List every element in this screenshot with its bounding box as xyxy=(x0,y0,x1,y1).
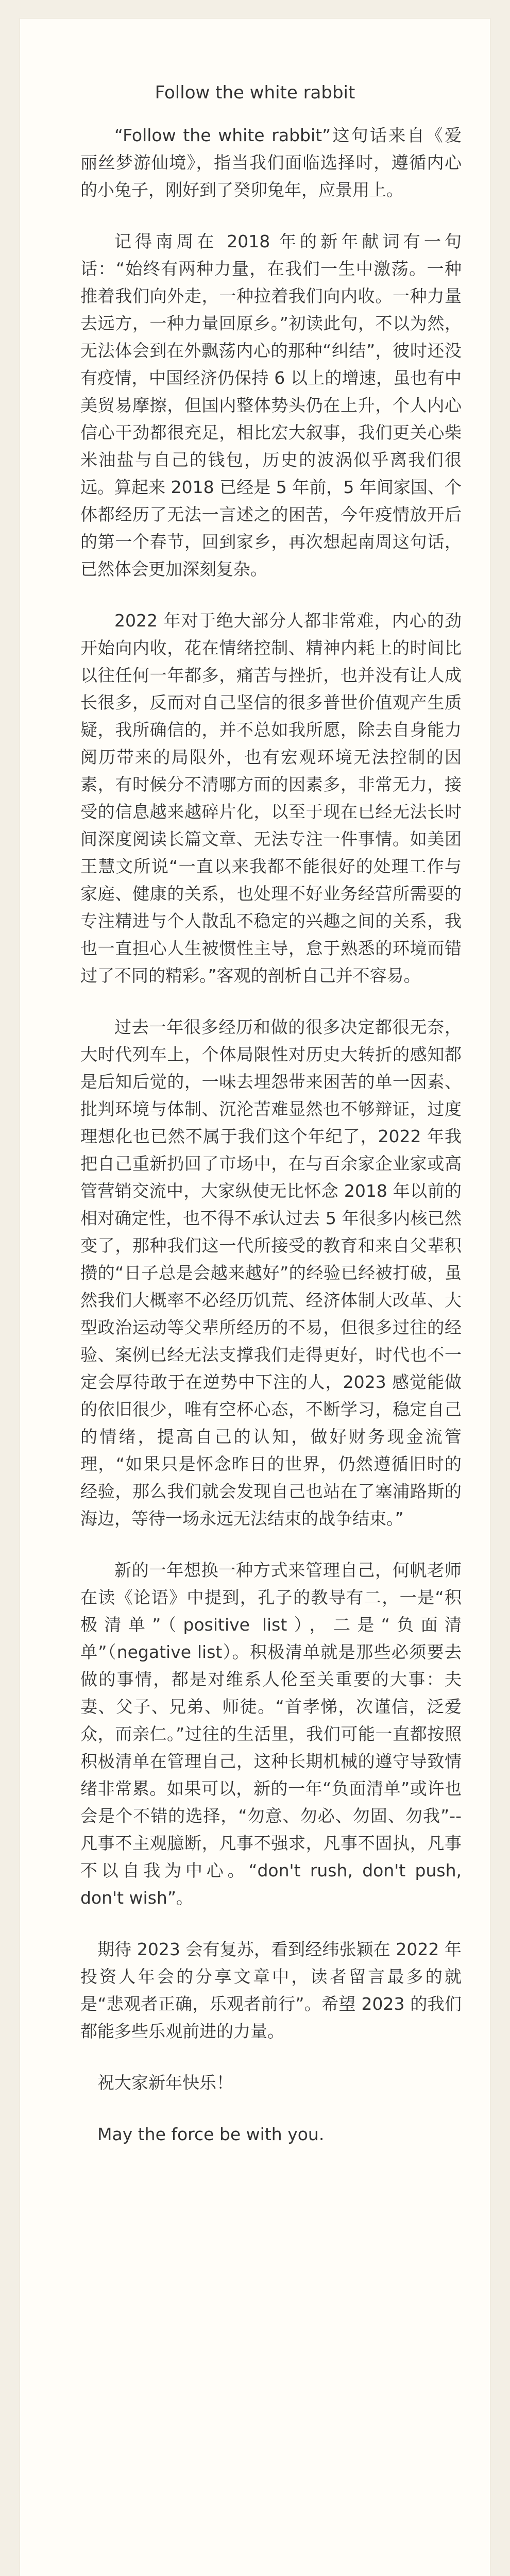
closing-line: May the force be with you. xyxy=(97,2124,325,2144)
paragraph: 期待 2023 会有复苏，看到经纬张颖在 2022 年投资人年会的分享文章中，读者留言最多的就是“悲观者正确，乐观者前行”。希望 2023 的我们都能多些乐观前进的力量。 xyxy=(80,1939,462,2041)
paragraph: 过去一年很多经历和做的很多决定都很无奈，大时代列车上，个体局限性对历史大转折的感知都是后知后觉的，一味去埋怨带来困苦的单一因素、批判环境与体制、沉沦苦难显然也不够辩证，过度理想化也已然不属于我们这个年纪了，2022 年我把自己重新扔回了市场中，在与百余家企业家或高管营销交流中，大家纵使无比怀念 2018 年以前的相对确定性，也不得不承认过去 5 年很多内核已然变了，那种我们这一代所接受的教育和来自父辈积攒的“日子总是会越来越好”的经验已经被打破，虽然我们大概率不必经历饥荒、经济体制大改革、大型政治运动等父辈所经历的不易，但很多过往的经验、案例已经无法支撑我们走得更好，时代也不一定会厚待敢于在逆势中下注的人，2023 感觉能做的依旧很少，唯有空杯心态，不断学习，稳定自己的情绪，提高自己的认知，做好财务现金流管理，“如果只是怀念昨日的世界，仍然遵循旧时的经验，那么我们就会发现自己也站在了塞浦路斯的海边，等待一场永远无法结束的战争结束。” xyxy=(80,1017,462,1529)
paragraph: “Follow the white rabbit”这句话来自《爱丽丝梦游仙境》，指当我们面临选择时，遵循内心的小兔子，刚好到了癸卯兔年，应景用上。 xyxy=(80,125,462,200)
paragraph: 2022 年对于绝大部分人都非常难，内心的劲开始向内收，花在情绪控制、精神内耗上的时间比以往任何一年都多，痛苦与挫折，也并没有让人成长很多，反而对自己坚信的很多普世价值观产生质疑，我所确信的，并不总如我所愿，除去自身能力阅历带来的局限外，也有宏观环境无法控制的因素，有时候分不清哪方面的因素多，非常无力，接受的信息越来越碎片化，以至于现在已经无法长时间深度阅读长篇文章、无法专注一件事情。如美团王慧文所说“一直以来我都不能很好的处理工作与家庭、健康的关系，也处理不好业务经营所需要的专注精进与个人散乱不稳定的兴趣之间的关系，我也一直担心人生被惯性主导，怠于熟悉的环境而错过了不同的精彩。”客观的剖析自己并不容易。 xyxy=(80,611,462,986)
note-body xyxy=(80,122,462,2172)
greeting: 祝大家新年快乐！ xyxy=(97,2073,233,2093)
paragraph: 新的一年想换一种方式来管理自己，何帆老师在读《论语》中提到，孔子的教导有二，一是“积极清单”（positive list），二是“负面清单”（negative list）。积极清单就是那些必须要去做的事情，都是对维系人伦至关重要的大事：夫妻、父子、兄弟、师徒。“首孝悌，次谨信，泛爱众，而亲仁。”过往的生活里，我们可能一直都按照积极清单在管理自己，这种长期机械的遵守导致情绪非常累。如果可以，新的一年“负面清单”或许也会是个不错的选择，“勿意、勿必、勿固、勿我”--凡事不主观臆断，凡事不强求，凡事不固执，凡事不以自我为中心。“don't rush, don't push, don't wish”。 xyxy=(80,1560,462,1908)
note-title: Follow the white rabbit xyxy=(155,82,355,103)
note-card xyxy=(20,18,490,2576)
paragraph: 记得南周在 2018 年的新年献词有一句话：“始终有两种力量，在我们一生中激荡。一种推着我们向外走，一种拉着我们向内收。一种力量去远方，一种力量回原乡。”初读此句，不以为然，无法体会到在外飘荡内心的那种“纠结”，彼时还没有疫情，中国经济仍保持 6 以上的增速，虽也有中美贸易摩擦，但国内整体势头仍在上升，个人内心信心干劲都很充足，相比宏大叙事，我们更关心柴米油盐与自己的钱包，历史的波涡似乎离我们很远。算起来 2018 已经是 5 年前，5 年间家国、个体都经历了无法一言述之的困苦，今年疫情放开后的第一个春节，回到家乡，再次想起南周这句话，已然体会更加深刻复杂。 xyxy=(80,231,462,579)
